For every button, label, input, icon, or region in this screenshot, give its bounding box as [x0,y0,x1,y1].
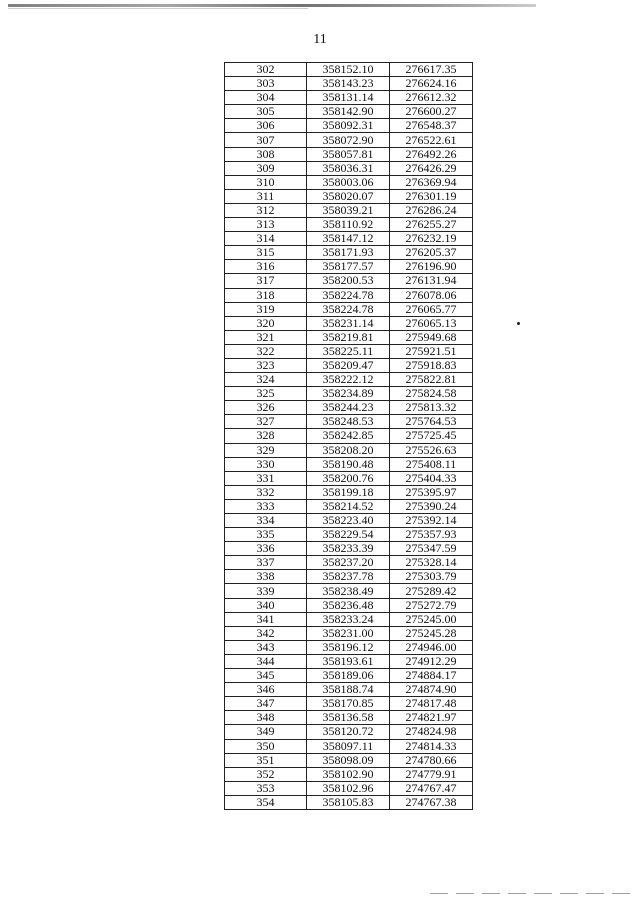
x-coordinate-cell: 358057.81 [307,147,390,161]
y-coordinate-cell: 276065.77 [390,302,473,316]
x-coordinate-cell: 358229.54 [307,528,390,542]
table-row [225,711,473,725]
point-number-cell: 313 [225,218,307,232]
y-coordinate-cell: 275328.14 [390,556,473,570]
y-coordinate-cell: 276131.94 [390,274,473,288]
table-row [225,218,473,232]
table-row [225,232,473,246]
table-row [225,457,473,471]
x-coordinate-cell: 358036.31 [307,161,390,175]
x-coordinate-cell: 358072.90 [307,133,390,147]
point-number-cell: 340 [225,598,307,612]
point-number-cell: 350 [225,739,307,753]
table-row [225,542,473,556]
x-coordinate-cell: 358097.11 [307,739,390,753]
table-row [225,612,473,626]
table-row [225,147,473,161]
table-row [225,781,473,795]
scan-artifact-top-thin [8,8,308,9]
table-row [225,119,473,133]
y-coordinate-cell: 274821.97 [390,711,473,725]
point-number-cell: 344 [225,654,307,668]
y-coordinate-cell: 274767.38 [390,795,473,809]
x-coordinate-cell: 358248.53 [307,415,390,429]
y-coordinate-cell: 275822.81 [390,373,473,387]
y-coordinate-cell: 275272.79 [390,598,473,612]
table-row [225,514,473,528]
y-coordinate-cell: 274874.90 [390,683,473,697]
scan-artifact-bottom [430,893,630,894]
y-coordinate-cell: 276617.35 [390,63,473,77]
point-number-cell: 304 [225,91,307,105]
point-number-cell: 331 [225,471,307,485]
point-number-cell: 306 [225,119,307,133]
table-row [225,471,473,485]
x-coordinate-cell: 358223.40 [307,514,390,528]
point-number-cell: 324 [225,373,307,387]
table-row [225,415,473,429]
point-number-cell: 311 [225,189,307,203]
coordinates-table [224,62,473,810]
y-coordinate-cell: 276286.24 [390,203,473,217]
x-coordinate-cell: 358222.12 [307,373,390,387]
y-coordinate-cell: 275289.42 [390,584,473,598]
x-coordinate-cell: 358231.00 [307,626,390,640]
table-row [225,274,473,288]
y-coordinate-cell: 274817.48 [390,697,473,711]
x-coordinate-cell: 358193.61 [307,654,390,668]
page-number: 11 [313,32,327,47]
point-number-cell: 332 [225,485,307,499]
table-row [225,175,473,189]
point-number-cell: 338 [225,570,307,584]
point-number-cell: 336 [225,542,307,556]
x-coordinate-cell: 358092.31 [307,119,390,133]
y-coordinate-cell: 276301.19 [390,189,473,203]
x-coordinate-cell: 358190.48 [307,457,390,471]
x-coordinate-cell: 358242.85 [307,429,390,443]
x-coordinate-cell: 358244.23 [307,401,390,415]
point-number-cell: 342 [225,626,307,640]
table-row [225,105,473,119]
x-coordinate-cell: 358199.18 [307,485,390,499]
x-coordinate-cell: 358219.81 [307,330,390,344]
point-number-cell: 312 [225,203,307,217]
point-number-cell: 351 [225,753,307,767]
table-row [225,358,473,372]
x-coordinate-cell: 358147.12 [307,232,390,246]
y-coordinate-cell: 274767.47 [390,781,473,795]
y-coordinate-cell: 276492.26 [390,147,473,161]
point-number-cell: 309 [225,161,307,175]
table-row [225,795,473,809]
y-coordinate-cell: 275725.45 [390,429,473,443]
y-coordinate-cell: 276255.27 [390,218,473,232]
point-number-cell: 318 [225,288,307,302]
y-coordinate-cell: 275395.97 [390,485,473,499]
table-row [225,401,473,415]
x-coordinate-cell: 358142.90 [307,105,390,119]
table-row [225,443,473,457]
point-number-cell: 349 [225,725,307,739]
x-coordinate-cell: 358110.92 [307,218,390,232]
table-row [225,683,473,697]
y-coordinate-cell: 274824.98 [390,725,473,739]
point-number-cell: 305 [225,105,307,119]
point-number-cell: 317 [225,274,307,288]
point-number-cell: 320 [225,316,307,330]
y-coordinate-cell: 276600.27 [390,105,473,119]
x-coordinate-cell: 358200.76 [307,471,390,485]
y-coordinate-cell: 274780.66 [390,753,473,767]
x-coordinate-cell: 358152.10 [307,63,390,77]
table-row [225,626,473,640]
x-coordinate-cell: 358237.78 [307,570,390,584]
y-coordinate-cell: 275408.11 [390,457,473,471]
table-row [225,260,473,274]
x-coordinate-cell: 358003.06 [307,175,390,189]
table-row [225,570,473,584]
table-row [225,528,473,542]
point-number-cell: 346 [225,683,307,697]
table-row [225,316,473,330]
x-coordinate-cell: 358020.07 [307,189,390,203]
y-coordinate-cell: 275392.14 [390,514,473,528]
y-coordinate-cell: 275404.33 [390,471,473,485]
y-coordinate-cell: 275764.53 [390,415,473,429]
x-coordinate-cell: 358233.24 [307,612,390,626]
y-coordinate-cell: 276078.06 [390,288,473,302]
table-row [225,203,473,217]
point-number-cell: 330 [225,457,307,471]
point-number-cell: 316 [225,260,307,274]
point-number-cell: 335 [225,528,307,542]
x-coordinate-cell: 358188.74 [307,683,390,697]
x-coordinate-cell: 358224.78 [307,288,390,302]
point-number-cell: 337 [225,556,307,570]
x-coordinate-cell: 358102.96 [307,781,390,795]
table-row [225,767,473,781]
point-number-cell: 341 [225,612,307,626]
point-number-cell: 347 [225,697,307,711]
y-coordinate-cell: 275921.51 [390,344,473,358]
x-coordinate-cell: 358237.20 [307,556,390,570]
point-number-cell: 319 [225,302,307,316]
x-coordinate-cell: 358200.53 [307,274,390,288]
y-coordinate-cell: 276232.19 [390,232,473,246]
x-coordinate-cell: 358039.21 [307,203,390,217]
point-number-cell: 303 [225,77,307,91]
point-number-cell: 321 [225,330,307,344]
y-coordinate-cell: 275357.93 [390,528,473,542]
table-row [225,387,473,401]
table-row [225,133,473,147]
x-coordinate-cell: 358196.12 [307,640,390,654]
table-row [225,485,473,499]
point-number-cell: 329 [225,443,307,457]
y-coordinate-cell: 275245.00 [390,612,473,626]
y-coordinate-cell: 274946.00 [390,640,473,654]
y-coordinate-cell: 275824.58 [390,387,473,401]
x-coordinate-cell: 358143.23 [307,77,390,91]
y-coordinate-cell: 275390.24 [390,499,473,513]
x-coordinate-cell: 358236.48 [307,598,390,612]
table-row [225,598,473,612]
point-number-cell: 315 [225,246,307,260]
x-coordinate-cell: 358098.09 [307,753,390,767]
point-number-cell: 326 [225,401,307,415]
x-coordinate-cell: 358208.20 [307,443,390,457]
x-coordinate-cell: 358136.58 [307,711,390,725]
table-row [225,161,473,175]
y-coordinate-cell: 276196.90 [390,260,473,274]
scan-speck [517,322,520,325]
point-number-cell: 354 [225,795,307,809]
table-row [225,556,473,570]
y-coordinate-cell: 276065.13 [390,316,473,330]
table-row [225,77,473,91]
table-row [225,63,473,77]
y-coordinate-cell: 276522.61 [390,133,473,147]
table-row [225,739,473,753]
y-coordinate-cell: 274912.29 [390,654,473,668]
point-number-cell: 353 [225,781,307,795]
table-row [225,373,473,387]
table-row [225,91,473,105]
scan-artifact-top [8,4,536,7]
y-coordinate-cell: 275813.32 [390,401,473,415]
y-coordinate-cell: 274814.33 [390,739,473,753]
table-row [225,189,473,203]
table-row [225,246,473,260]
table-row [225,725,473,739]
y-coordinate-cell: 275347.59 [390,542,473,556]
point-number-cell: 352 [225,767,307,781]
table-row [225,288,473,302]
y-coordinate-cell: 275303.79 [390,570,473,584]
table-row [225,584,473,598]
x-coordinate-cell: 358214.52 [307,499,390,513]
y-coordinate-cell: 275526.63 [390,443,473,457]
x-coordinate-cell: 358105.83 [307,795,390,809]
point-number-cell: 307 [225,133,307,147]
point-number-cell: 310 [225,175,307,189]
x-coordinate-cell: 358234.89 [307,387,390,401]
point-number-cell: 343 [225,640,307,654]
y-coordinate-cell: 274779.91 [390,767,473,781]
x-coordinate-cell: 358102.90 [307,767,390,781]
x-coordinate-cell: 358171.93 [307,246,390,260]
point-number-cell: 334 [225,514,307,528]
point-number-cell: 314 [225,232,307,246]
point-number-cell: 348 [225,711,307,725]
x-coordinate-cell: 358231.14 [307,316,390,330]
table-row [225,302,473,316]
x-coordinate-cell: 358170.85 [307,697,390,711]
point-number-cell: 345 [225,669,307,683]
x-coordinate-cell: 358224.78 [307,302,390,316]
coordinates-table-body [225,63,473,810]
y-coordinate-cell: 276612.32 [390,91,473,105]
y-coordinate-cell: 276548.37 [390,119,473,133]
table-row [225,753,473,767]
table-row [225,654,473,668]
y-coordinate-cell: 275245.28 [390,626,473,640]
x-coordinate-cell: 358177.57 [307,260,390,274]
table-row [225,697,473,711]
y-coordinate-cell: 275949.68 [390,330,473,344]
point-number-cell: 325 [225,387,307,401]
y-coordinate-cell: 276426.29 [390,161,473,175]
table-row [225,344,473,358]
x-coordinate-cell: 358120.72 [307,725,390,739]
x-coordinate-cell: 358209.47 [307,358,390,372]
x-coordinate-cell: 358238.49 [307,584,390,598]
point-number-cell: 327 [225,415,307,429]
x-coordinate-cell: 358131.14 [307,91,390,105]
table-row [225,640,473,654]
x-coordinate-cell: 358225.11 [307,344,390,358]
y-coordinate-cell: 276624.16 [390,77,473,91]
x-coordinate-cell: 358189.06 [307,669,390,683]
table-row [225,669,473,683]
y-coordinate-cell: 275918.83 [390,358,473,372]
table-row [225,429,473,443]
table-row [225,499,473,513]
y-coordinate-cell: 274884.17 [390,669,473,683]
point-number-cell: 328 [225,429,307,443]
point-number-cell: 308 [225,147,307,161]
point-number-cell: 302 [225,63,307,77]
point-number-cell: 339 [225,584,307,598]
point-number-cell: 333 [225,499,307,513]
table-row [225,330,473,344]
y-coordinate-cell: 276205.37 [390,246,473,260]
point-number-cell: 323 [225,358,307,372]
x-coordinate-cell: 358233.39 [307,542,390,556]
y-coordinate-cell: 276369.94 [390,175,473,189]
point-number-cell: 322 [225,344,307,358]
